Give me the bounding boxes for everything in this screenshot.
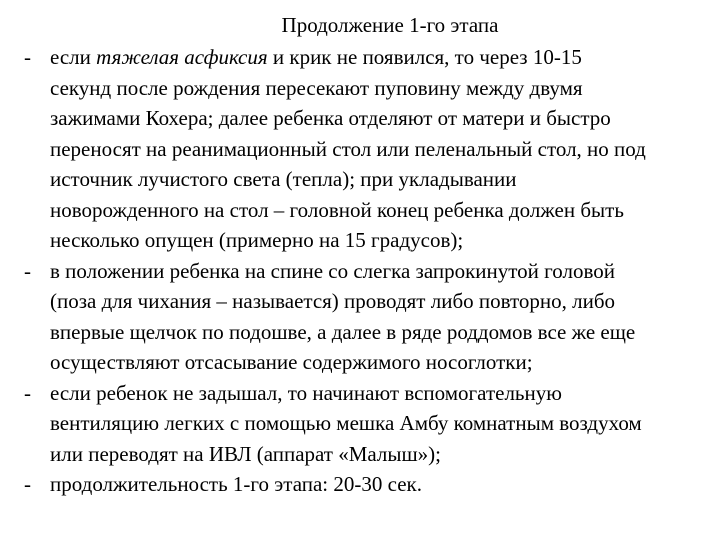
item-text: продолжительность 1-го этапа: 20-30 сек. <box>50 472 422 496</box>
bullet-dash: - <box>24 472 31 496</box>
item-text-pre: если <box>50 45 97 69</box>
list-item <box>0 256 720 378</box>
bullet-list <box>0 42 720 500</box>
list-item <box>0 469 720 500</box>
item-text-post: и крик не появился, то через 10-15 секунд после рождения пересекают пуповину между двумя зажимами Кохера; далее ребенка отделяют от матери и быстро переносят на реанимационный стол или пеленальный стол, но под источник лучистого света (тепла); при укладывании новорожденного на стол – головной конец ребенка должен быть несколько опущен (примерно на 15 градусов); <box>50 45 646 252</box>
bullet-dash: - <box>24 380 31 405</box>
slide-title: Продолжение 1-го этапа <box>281 13 499 37</box>
item-text: если ребенок не задышал, то начинают вспомогательную вентиляцию легких с помощью мешка Амбу комнатным воздухом или переводят на ИВЛ (аппарат «Малыш»); <box>50 380 642 466</box>
bullet-dash: - <box>24 45 31 69</box>
bullet-dash: - <box>24 258 31 283</box>
list-item <box>0 42 720 256</box>
item-text-emphasis: тяжелая асфиксия <box>96 45 268 69</box>
list-item <box>0 378 720 470</box>
item-text: в положении ребенка на спине со слегка запрокинутой головой (поза для чихания – называется) проводят либо повторно, либо впервые щелчок по подошве, а далее в ряде роддомов все же еще осуществляют отсасывание содержимого носоглотки; <box>50 258 636 374</box>
